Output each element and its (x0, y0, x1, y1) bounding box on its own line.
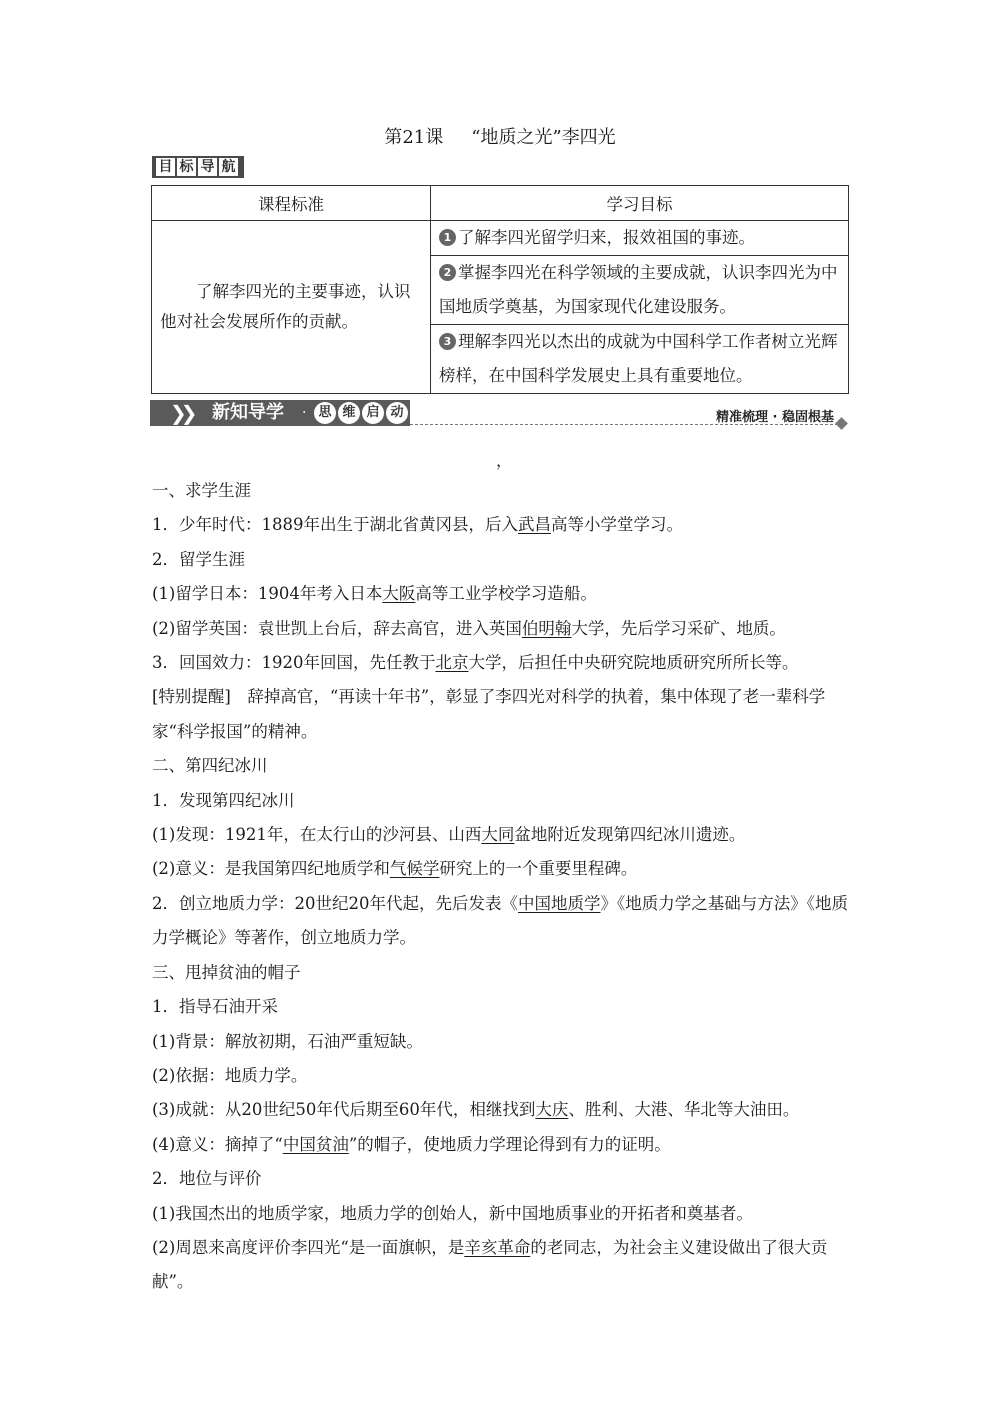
lesson-title (0, 123, 1000, 149)
paragraph: (1)背景：解放初期，石油严重短缺。 (152, 1031, 423, 1051)
number-1-icon: 1 (439, 229, 456, 246)
diamond-icon (835, 417, 848, 430)
paragraph: (2)留学英国：袁世凯上台后，辞去高官，进入英国伯明翰大学，先后学习采矿、地质。 (152, 618, 786, 638)
section-heading: 一、求学生涯 (152, 481, 251, 500)
badge-char: 标 (177, 158, 196, 176)
fill-blank: 气候学 (389, 859, 440, 879)
section-banner (150, 398, 850, 428)
paragraph: 1．少年时代：1889年出生于湖北省黄冈县，后入武昌高等小学堂学习。 (152, 515, 683, 535)
banner-circles (314, 402, 410, 424)
badge-char: 目 (156, 158, 175, 176)
fill-blank: 大阪 (382, 584, 416, 604)
banner-title: 新知导学 (212, 402, 284, 423)
fill-blank: 北京 (435, 653, 469, 673)
paragraph: (2)周恩来高度评价李四光“是一面旗帜，是辛亥革命的老同志，为社会主义建设做出了很大贡献”。 (152, 1237, 828, 1292)
banner-dot: · (302, 405, 307, 421)
circle-char: 维 (338, 402, 360, 424)
header-standard: 课程标准 (152, 186, 431, 221)
circle-char: 动 (386, 402, 408, 424)
subheading: 1．发现第四纪冰川 (152, 790, 295, 810)
paragraph: (2)意义：是我国第四纪地质学和气候学研究上的一个重要里程碑。 (152, 859, 638, 879)
objective-1 (431, 221, 849, 256)
subheading: 1．指导石油开采 (152, 997, 278, 1017)
paragraph: (1)留学日本：1904年考入日本大阪高等工业学校学习造船。 (152, 584, 597, 604)
fill-blank: 中国贫油 (282, 1134, 349, 1154)
lesson-content (152, 474, 852, 1300)
double-chevron-icon: ❯❯ (170, 401, 192, 425)
stray-comma: ， (496, 451, 513, 470)
subheading: 2．留学生涯 (152, 549, 245, 569)
fill-blank: 中国地质学 (518, 893, 601, 913)
standard-cell: 了解李四光的主要事迹，认识他对社会发展所作的贡献。 (152, 221, 431, 394)
objective-text: 了解李四光留学归来，报效祖国的事迹。 (458, 228, 755, 247)
number-2-icon: 2 (439, 264, 456, 281)
paragraph: (1)发现：1921年，在太行山的沙河县、山西大同盆地附近发现第四纪冰川遗迹。 (152, 825, 746, 845)
fill-blank: 伯明翰 (521, 618, 572, 638)
fill-blank: 大同 (481, 825, 515, 845)
objective-3 (431, 325, 849, 394)
fill-blank: 武昌 (518, 515, 551, 535)
circle-char: 启 (362, 402, 384, 424)
paragraph: (2)依据：地质力学。 (152, 1065, 308, 1085)
paragraph: 3．回国效力：1920年回国，先任教于北京大学，后担任中央研究院地质研究所所长等。 (152, 653, 799, 673)
section-heading: 三、甩掉贫油的帽子 (152, 962, 301, 982)
header-objective: 学习目标 (431, 186, 849, 221)
number-3-icon: 3 (439, 333, 456, 350)
paragraph: (1)我国杰出的地质学家，地质力学的创始人，新中国地质事业的开拓者和奠基者。 (152, 1203, 753, 1223)
objective-text: 理解李四光以杰出的成就为中国科学工作者树立光辉榜样，在中国科学发展史上具有重要地位。 (439, 332, 838, 385)
paragraph: (3)成就：从20世纪50年代后期至60年代，相继找到大庆、胜利、大港、华北等大油田。 (152, 1100, 800, 1120)
lesson-number: 第21课 (384, 127, 444, 148)
section-badge-goals (152, 156, 244, 178)
paragraph: 2．创立地质力学：20世纪20年代起，先后发表《中国地质学》《地质力学之基础与方法》《地质力学概论》等著作，创立地质力学。 (152, 893, 848, 948)
badge-char: 导 (198, 158, 217, 176)
objective-2 (431, 256, 849, 325)
banner-subtitle: 精准梳理 · 稳固根基 (716, 410, 834, 425)
lesson-name: “地质之光”李四光 (471, 127, 616, 148)
goals-table (151, 185, 849, 394)
objective-text: 掌握李四光在科学领域的主要成就，认识李四光为中国地质学奠基，为国家现代化建设服务。 (439, 263, 838, 316)
circle-char: 思 (314, 402, 336, 424)
special-note: [特别提醒] 辞掉高官，“再读十年书”，彰显了李四光对科学的执着，集中体现了老一辈科学家“科学报国”的精神。 (152, 687, 826, 741)
fill-blank: 大庆 (535, 1100, 569, 1120)
subheading: 2．地位与评价 (152, 1169, 262, 1189)
badge-char: 航 (219, 158, 238, 176)
paragraph: (4)意义：摘掉了“中国贫油”的帽子，使地质力学理论得到有力的证明。 (152, 1134, 671, 1154)
fill-blank: 辛亥革命 (464, 1237, 531, 1257)
section-heading: 二、第四纪冰川 (152, 756, 268, 776)
